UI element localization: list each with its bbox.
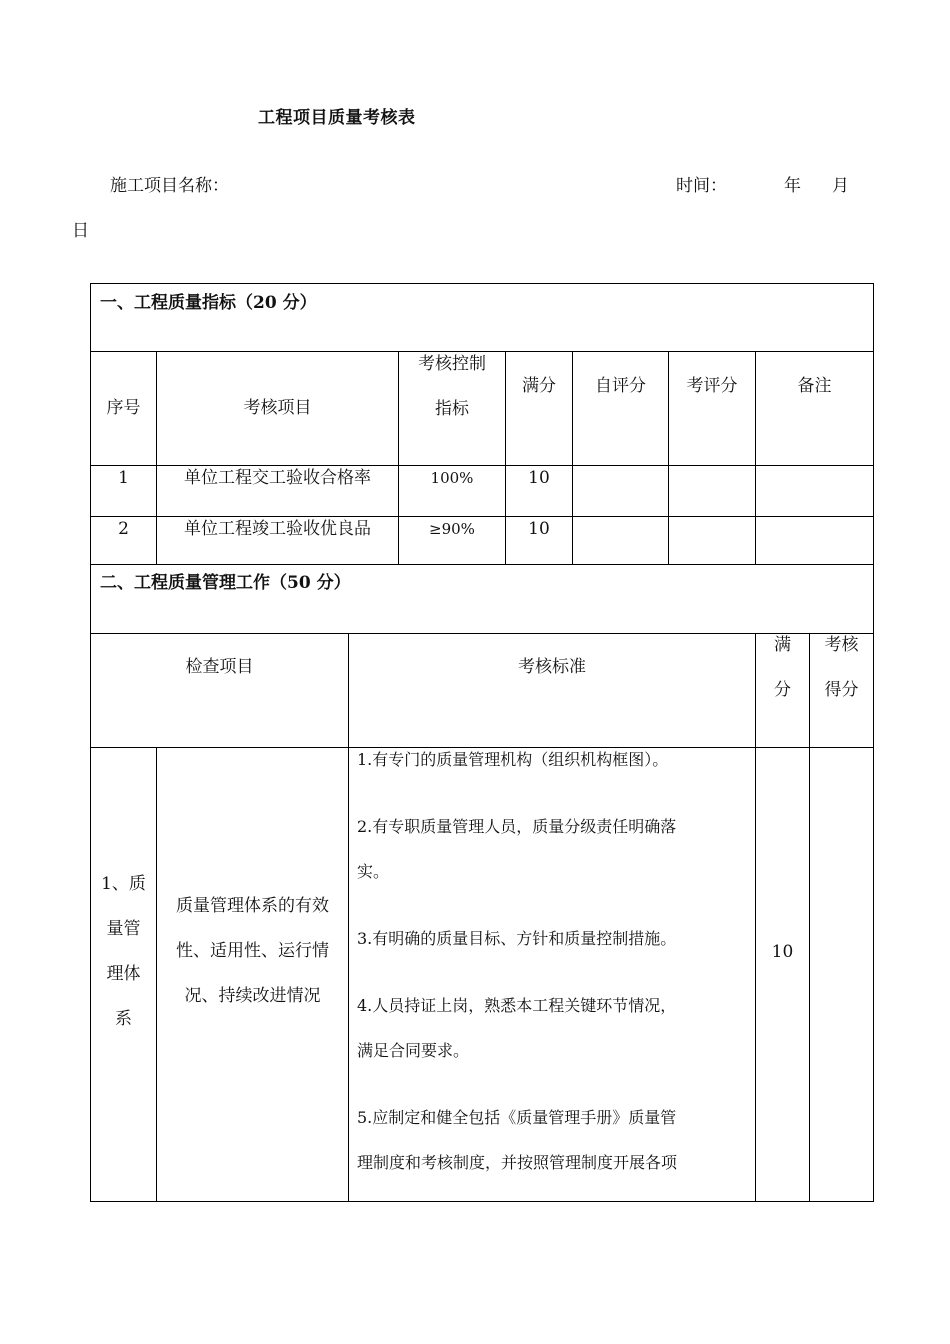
page-title: 工程项目质量考核表: [258, 108, 416, 128]
table-border-top: [90, 283, 874, 284]
row2-item: 单位工程竣工验收优良品: [184, 519, 371, 539]
header-indicator-line1: 考核控制: [418, 354, 486, 374]
standards-list: [357, 737, 749, 1207]
standard-item-1: 1.有专门的质量管理机构（组织机构框图）。: [357, 750, 669, 769]
quality-system-label-line2: 量管: [106, 919, 141, 939]
header-seq: 序号: [106, 398, 141, 418]
row1-self-score[interactable]: [573, 456, 668, 501]
vline: [755, 633, 756, 1202]
project-name-label: 施工项目名称：: [110, 176, 229, 196]
header-check-item: 检查项目: [185, 657, 254, 677]
quality-system-content-line2: 性、适用性、运行情: [176, 941, 329, 961]
header-self: 自评分: [595, 376, 646, 396]
standard-item-3: 3.有明确的质量目标、方针和质量控制措施。: [357, 929, 677, 948]
year-label: 年: [784, 176, 801, 196]
quality-system-content-line1: 质量管理体系的有效: [176, 896, 329, 916]
header-standard: 考核标准: [518, 657, 586, 677]
header-indicator-line2: 指标: [435, 399, 469, 419]
quality-system-content-line3: 况、持续改进情况: [184, 986, 321, 1006]
row2-note[interactable]: [756, 507, 873, 552]
row2-indicator: ≥90%: [429, 520, 475, 538]
quality-system-full-score: 10: [771, 942, 794, 962]
row2-full: 10: [528, 519, 550, 539]
row1-full: 10: [528, 468, 550, 488]
header-score-line2: 得分: [824, 680, 859, 700]
time-label: 时间：: [676, 176, 727, 196]
row1-indicator: 100%: [430, 469, 474, 487]
standard-item-4: 4.人员持证上岗，熟悉本工程关键环节情况， 满足合同要求。: [357, 996, 677, 1060]
section2-heading: 二、工程质量管理工作（50 分）: [100, 573, 351, 593]
header-full-line1: 满: [774, 635, 791, 655]
header-item: 考核项目: [243, 398, 312, 418]
table-border-right: [873, 283, 874, 1202]
row2-seq: 2: [118, 519, 129, 539]
row1-note[interactable]: [756, 456, 873, 501]
row2-eval-score[interactable]: [669, 507, 755, 552]
row1-seq: 1: [118, 468, 129, 488]
row1-eval-score[interactable]: [669, 456, 755, 501]
hline: [90, 564, 874, 565]
header-full: 满分: [522, 376, 556, 396]
month-label: 月: [832, 176, 849, 196]
row1-item: 单位工程交工验收合格率: [184, 468, 371, 488]
vline: [809, 633, 810, 1202]
standard-item-2: 2.有专职质量管理人员，质量分级责任明确落 实。: [357, 817, 677, 881]
header-eval: 考评分: [686, 376, 738, 396]
vline: [348, 633, 349, 1202]
quality-system-label-line3: 理体: [106, 964, 141, 984]
row2-self-score[interactable]: [573, 507, 668, 552]
quality-system-score[interactable]: [810, 930, 873, 975]
quality-system-label-line4: 系: [115, 1009, 132, 1029]
header-full-line2: 分: [774, 680, 791, 700]
header-score-line1: 考核: [824, 635, 859, 655]
day-label: 日: [72, 221, 89, 241]
standard-item-5: 5.应制定和健全包括《质量管理手册》质量管 理制度和考核制度，并按照管理制度开展各项: [357, 1108, 678, 1172]
header-note: 备注: [797, 376, 832, 396]
section1-heading: 一、工程质量指标（20 分）: [100, 293, 317, 313]
quality-system-label-line1: 1、质: [101, 874, 146, 894]
